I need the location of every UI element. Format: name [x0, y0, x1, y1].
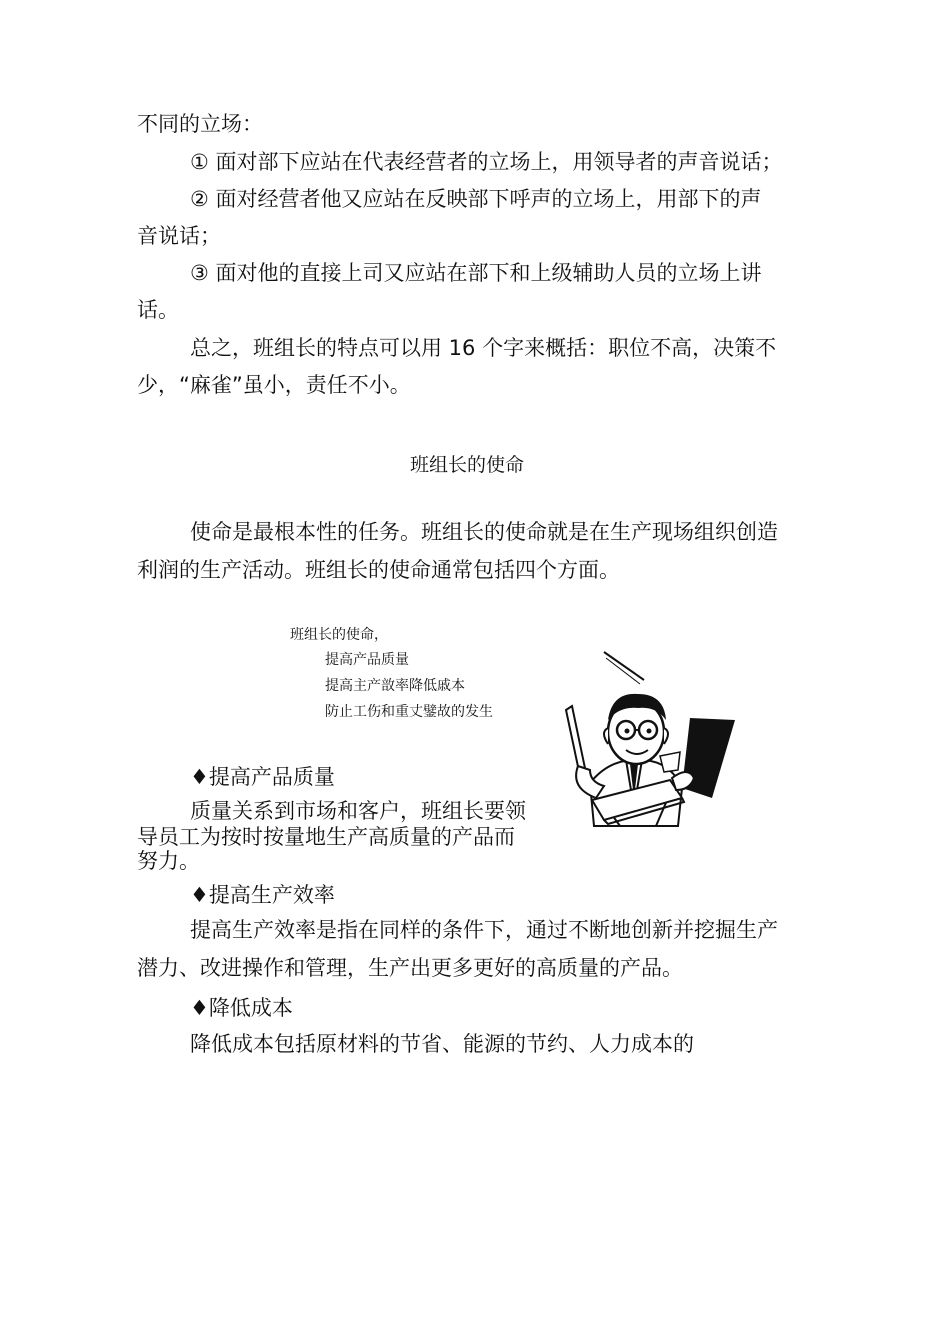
- paragraph-line: 潜力、改进操作和管理，生产出更多更好的高质量的产品。: [137, 956, 683, 980]
- paragraph-line: 总之，班组长的特点可以用 16 个字来概括：职位不高，决策不: [190, 336, 777, 360]
- section-title: 班组长的使命: [410, 454, 525, 476]
- subheading: ♦降低成本: [190, 996, 293, 1020]
- list-item: ③ 面对他的直接上司又应站在部下和上级辅助人员的立场上讲: [190, 261, 762, 285]
- paragraph-line: 使命是最根本性的任务。班组长的使命就是在生产现场组织创造: [190, 520, 778, 544]
- paragraph-line: 音说话；: [137, 224, 221, 248]
- caption-item: 防止工伤和重丈鐾故的发生: [325, 704, 493, 720]
- subheading: ♦提高产品质量: [190, 765, 335, 789]
- paragraph-line: 不同的立场：: [137, 112, 263, 136]
- caption-title: 班组长的使命，: [290, 627, 388, 643]
- paragraph-line: 提高生产效率是指在同样的条件下，通过不断地创新并挖掘生产: [190, 918, 778, 942]
- paragraph-line: 降低成本包括原材料的节省、能源的节约、人力成本的: [190, 1032, 694, 1056]
- paragraph-line: 话。: [137, 298, 179, 322]
- list-item: ② 面对经营者他又应站在反映部下呼声的立场上，用部下的声: [190, 187, 762, 211]
- paragraph-line: 利润的生产活动。班组长的使命通常包括四个方面。: [137, 558, 620, 582]
- list-item: ① 面对部下应站在代表经营者的立场上，用领导者的声音说话；: [190, 150, 783, 174]
- caption-item: 提高产品质量: [325, 652, 409, 668]
- paragraph-line: 少，“麻雀”虽小，责任不小。: [137, 373, 411, 397]
- manager-cartoon-illustration: [560, 648, 740, 833]
- caption-item: 提高主产敨率降低戚本: [325, 678, 465, 694]
- paragraph-line: 质量关系到市场和客户，班组长要领: [190, 799, 526, 823]
- paragraph-line: 导员工为按时按量地生产高质量的产品而: [137, 825, 515, 849]
- paragraph-line: 努力。: [137, 849, 200, 873]
- subheading: ♦提高生产效率: [190, 883, 335, 907]
